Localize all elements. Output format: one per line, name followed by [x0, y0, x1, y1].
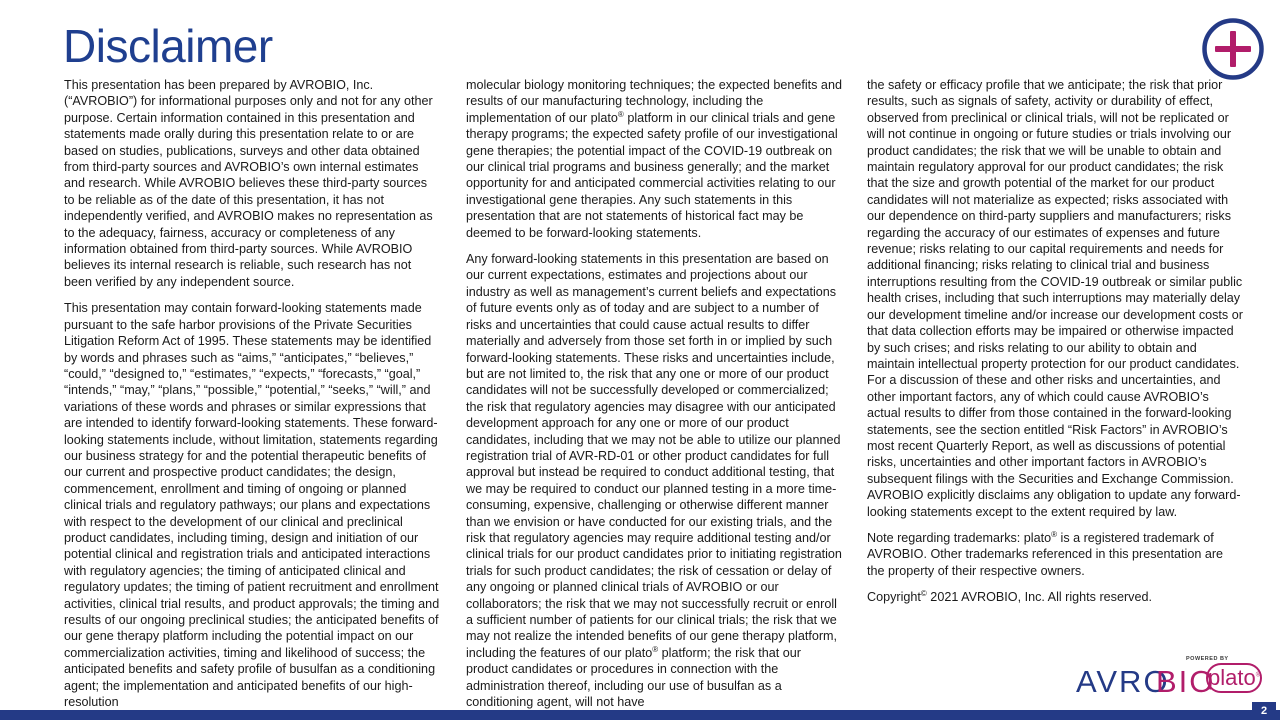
- page-number: 2: [1252, 702, 1276, 720]
- page-title: Disclaimer: [63, 20, 273, 72]
- copyright-note: Copyright© 2021 AVROBIO, Inc. All rights reserved.: [867, 589, 1152, 605]
- forward-looking-continued-paragraph: molecular biology monitoring techniques; the expected benefits and results of our manufacturing technology, including the implementation of our plato® platform in our clinical trials and gene therapy programs; the expected safety profile of our investigational gene therapies; the potential impact of the COVID-19 outbreak on our clinical trial programs and business generally; and the market opportunity for and anticipated commercial activities relating to our investigational gene therapies. Any such statements in this presentation that are not statements of historical fact may be deemed to be forward-looking statements.: [466, 78, 842, 240]
- disclaimer-paragraph: This presentation has been prepared by AVROBIO, Inc. (“AVROBIO”) for informational purposes only and not for any other purpose. Certain information contained in this presentation and statements made orally during this presentation relate to or are based on studies, publications, surveys and other data obtained from third-party sources and AVROBIO’s own internal estimates and research. While AVROBIO believes these third-party sources to be reliable as of the date of this presentation, it has not independently verified, and AVROBIO makes no representation as to the adequacy, fairness, accuracy or completeness of any information obtained from third-party sources. While AVROBIO believes its internal research is reliable, such research has not been verified by any independent source.: [64, 78, 433, 289]
- logo-plato-badge: plato®: [1206, 663, 1262, 693]
- forward-looking-paragraph: This presentation may contain forward-looking statements made pursuant to the safe harbor provisions of the Private Securities Litigation Reform Act of 1995. These statements may be identified by words and phrases such as “aims,” “anticipates,” “believes,” “could,” “designed to,” “estimates,” “expects,” “forecasts,” “goal,” “intends,” “may,” “plans,” “possible,” “potential,” “seeks,” “will,” and variations of these words and phrases or similar expressions that are intended to identify forward-looking statements. These forward-looking statements include, without limitation, statements regarding our business strategy for and the potential therapeutic benefits of our current and prospective product candidates; the design, commencement, enrollment and timing of ongoing or planned clinical trials and regulatory pathways; our plans and expectations with respect to the development of our clinical and preclinical product candidates, including timing, design and initiation of our potential clinical and registration trials and anticipated interactions with regulatory agencies; the timing of anticipated clinical and regulatory updates; the timing of patient recruitment and enrollment activities, clinical trial results, and product approvals; the timing and results of our ongoing preclinical studies; the anticipated benefits of our gene therapy platform including the potential impact on our commercialization activities, timing and likelihood of success; the anticipated benefits and safety profile of busulfan as a conditioning agent; the implementation and anticipated benefits of our high-resolution: [64, 301, 440, 710]
- disclaimer-column-2: [466, 77, 844, 720]
- risks-continued-paragraph: the safety or efficacy profile that we anticipate; the risk that prior results, such as signals of safety, activity or durability of effect, observed from preclinical or clinical trials, will not be replicated or will not continue in ongoing or future studies or trials involving our product candidates; the risk that we will be unable to obtain and maintain regulatory approval for our product candidates; the risk that the size and growth potential of the market for our product candidates will not materialize as expected; risks associated with our dependence on third-party suppliers and manufacturers; risks regarding the accuracy of our estimates of expenses and future revenue; risks relating to our capital requirements and needs for additional financing; risks relating to clinical trial and business interruptions resulting from the COVID-19 outbreak or similar public health crises, including that such interruptions may materially delay our development timeline and/or increase our development costs or that data collection efforts may be impaired or otherwise impacted by such crises; and risks relating to our ability to obtain and maintain intellectual property protection for our product candidates. For a discussion of these and other risks and uncertainties, and other important factors, any of which could cause AVROBIO’s actual results to differ from those contained in the forward-looking statements, see the section entitled “Risk Factors” in AVROBIO’s most recent Quarterly Report, as well as discussions of potential risks, uncertainties and other important factors in AVROBIO’s subsequent filings with the Securities and Exchange Commission. AVROBIO explicitly disclaims any obligation to update any forward-looking statements except to the extent required by law.: [867, 78, 1243, 519]
- trademark-note: Note regarding trademarks: plato® is a registered trademark of AVROBIO. Other trademarks referenced in this presentation are the property of their respective owners.: [867, 529, 1224, 578]
- risks-paragraph: Any forward-looking statements in this presentation are based on our current expectations, estimates and projections about our industry as well as management’s current beliefs and expectations of future events only as of today and are subject to a number of risks and uncertainties that could cause actual results to differ materially and adversely from those set forth in or implied by such forward-looking statements. These risks and uncertainties include, but are not limited to, the risk that any one or more of our product candidates will not be successfully developed or commercialized; the risk that regulatory agencies may disagree with our anticipated development approach for any one or more of our product candidates, including that we may not be able to utilize our planned registration trial of AVR-RD-01 or other product candidates for full approval but instead be required to conduct additional testing, that we may be required to conduct our planned testing in a more time-consuming, expensive, challenging or otherwise different manner than we envision or have conducted for our existing trials, and the risk that regulatory agencies may require additional testing and/or clinical trials for our product candidates prior to initiating registration trials for such product candidates; the risk of cessation or delay of any ongoing or planned clinical trials of AVROBIO or our collaborators; the risk that we may not successfully recruit or enroll a sufficient number of patients for our clinical trials; the risk that we may not realize the intended benefits of our gene therapy platform, including the features of our plato® platform; the risk that our product candidates or procedures in connection with the administration thereof, including our use of busulfan as a conditioning agent, will not have: [466, 252, 842, 710]
- logo-bio-text: BIO: [1156, 664, 1216, 699]
- logo-avro-text: AVRO: [1076, 664, 1170, 699]
- disclaimer-column-1: [64, 77, 440, 720]
- plus-circle-icon: [1201, 17, 1265, 81]
- logo-powered-by: POWERED BY: [1186, 656, 1229, 662]
- disclaimer-column-3: [867, 77, 1243, 616]
- footer-bar: [0, 710, 1280, 720]
